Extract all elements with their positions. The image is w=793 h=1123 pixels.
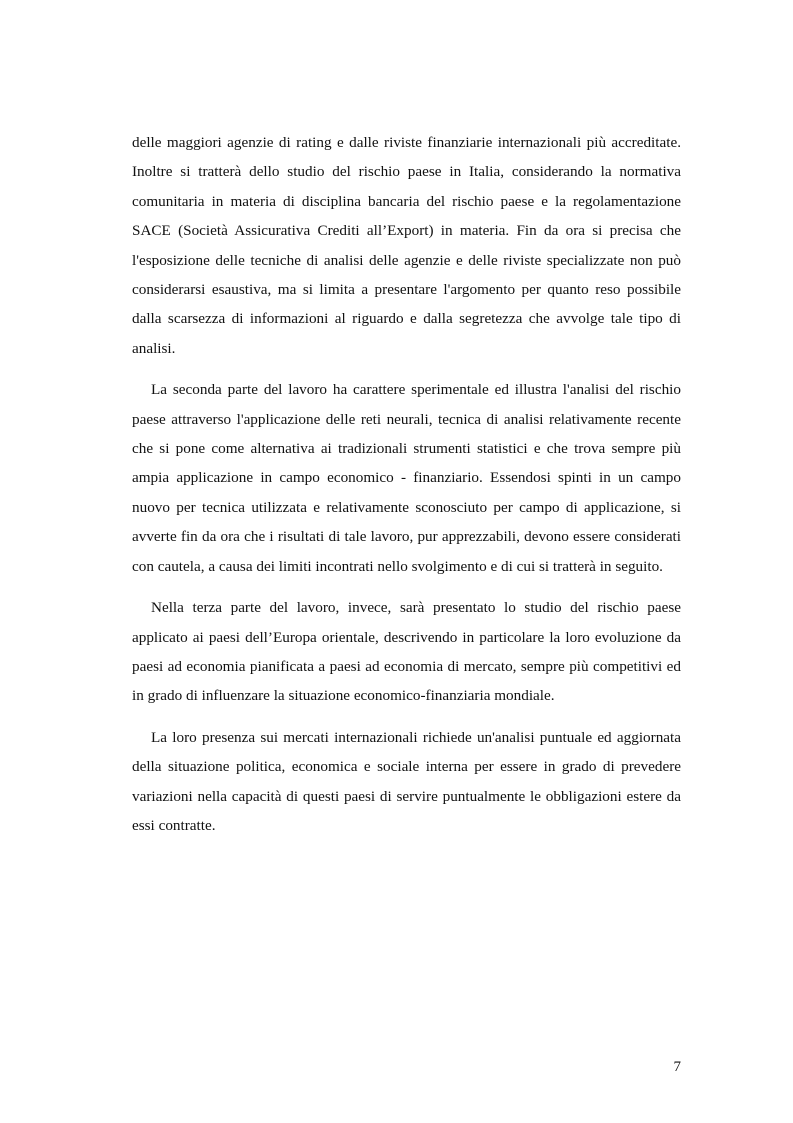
page-number: 7 xyxy=(673,1059,681,1075)
paragraph-market-presence: La loro presenza sui mercati internazionali richiede un'analisi puntuale ed aggiornata della situazione politica, economica e sociale interna per essere in grado di prevedere variazioni nella capacità di questi paesi di servire puntualmente le obbligazioni estere da essi contratte. xyxy=(132,728,681,834)
paragraph-third-part: Nella terza parte del lavoro, invece, sarà presentato lo studio del rischio paese applicato ai paesi dell’Europa orientale, descrivendo in particolare la loro evoluzione da paesi ad economia pianificata a paesi ad economia di mercato, sempre più competitivi ed in grado di influenzare la situazione economico-finanziaria mondiale. xyxy=(132,599,681,705)
paragraph-continuation: delle maggiori agenzie di rating e dalle riviste finanziarie internazionali più accreditate. Inoltre si tratterà dello studio del rischio paese in Italia, considerando la normativa comunitaria in materia di disciplina bancaria del rischio paese e la regolamentazione SACE (Società Assicurativa Crediti all’Export) in materia. Fin da ora si precisa che l'esposizione delle tecniche di analisi delle agenzie e delle riviste specializzate non può considerarsi esaustiva, ma si limita a presentare l'argomento per quanto reso possibile dalla scarsezza di informazioni al riguardo e dalla segretezza che avvolge tale tipo di analisi. xyxy=(132,134,681,357)
body-text xyxy=(132,128,681,852)
paragraph-second-part: La seconda parte del lavoro ha carattere sperimentale ed illustra l'analisi del rischio paese attraverso l'applicazione delle reti neurali, tecnica di analisi relativamente recente che si pone come alternativa ai tradizionali strumenti statistici e che trova sempre più ampia applicazione in campo economico - finanziario. Essendosi spinti in un campo nuovo per tecnica utilizzata e relativamente sconosciuto per campo di applicazione, si avverte fin da ora che i risultati di tale lavoro, pur apprezzabili, devono essere considerati con cautela, a causa dei limiti incontrati nello svolgimento e di cui si tratterà in seguito. xyxy=(132,381,681,575)
